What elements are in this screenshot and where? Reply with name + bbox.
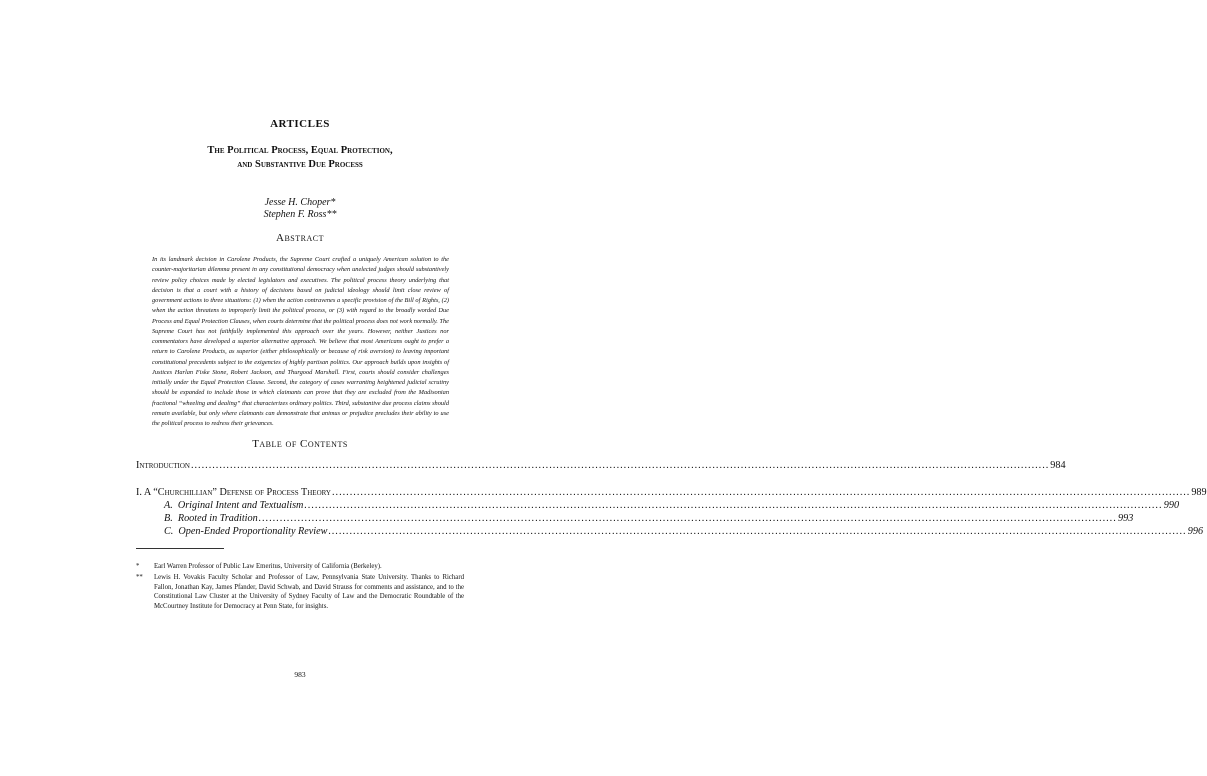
toc-heading: Table of Contents — [252, 438, 348, 450]
footnote-2-mark: ** — [136, 574, 143, 581]
footnote-1 — [136, 562, 464, 572]
title-line-2: and Substantive Due Process — [237, 159, 363, 170]
toc-dot-leader: .................................................................................................................................................................................................................................................. — [304, 500, 1163, 511]
toc-dot-leader: .................................................................................................................................................................................................................................................. — [328, 526, 1187, 537]
title-line-1: The Political Process, Equal Protection, — [207, 145, 393, 156]
author-1-name: Jesse H. Choper — [264, 197, 331, 208]
author-1-mark: * — [330, 197, 336, 208]
toc-entry-page: 990 — [1163, 500, 1180, 511]
author-2-name: Stephen F. Ross — [263, 209, 327, 220]
footnote-2-text: Lewis H. Vovakis Faculty Scholar and Professor of Law, Pennsylvania State University. Thanks to Richard Fallon, Jonathan Kay, James Pfander, David Schwab, and David Strauss for comments and assistance, and to the Constitutional Law Cluster at the University of Sydney Faculty of Law and the Democratic Roundtable of the McCourtney Institute for Democracy at Penn State, for insights. — [154, 574, 464, 610]
toc-entry-page: 984 — [1050, 460, 1066, 471]
article-title — [130, 144, 470, 172]
toc-entry-introduction[interactable] — [136, 460, 1066, 471]
author-list — [0, 197, 600, 221]
abstract-body: In its landmark decision in Carolene Products, the Supreme Court crafted a uniquely American solution to the counter-majoritarian dilemma present in any constitutional democracy when unelected judges should substantively review policy choices made by elected legislators and executives. The political process theory underlying that decision is that a court with a history of decisions based on judicial ideology should limit close review of government actions to three situations: (1) when the action contravenes a specific provision of the Bill of Rights, (2) when the action threatens to improperly limit the political process, or (3) with regard to the broadly worded Due Process and Equal Protection Clauses, when courts determine that the political process does not work normally. The Supreme Court has not faithfully implemented this approach over the years. However, neither Justices nor commentators have developed a superior alternative approach. We believe that most Americans ought to prefer a return to Carolene Products, as superior (either philosophically or because of risk aversion) to leaving important constitutional precedents subject to the exigencies of highly partisan politics. Our approach builds upon insights of Justices Harlan Fiske Stone, Robert Jackson, and Thurgood Marshall. First, courts should consider challenges initially under the Equal Protection Clause. Second, the category of cases warranting heightened judicial scrutiny should be expanded to include those in which claimants can prove that they are excluded from the Madisonian fractional “wheeling and dealing” that characterizes ordinary politics. Third, substantive due process claims should remain available, but only where claimants can demonstrate that animus or prejudice precludes their ability to use the political process to redress their grievances. — [152, 256, 449, 427]
toc-dot-leader: .................................................................................................................................................................................................................................................. — [258, 513, 1118, 524]
toc-entry-page: 996 — [1187, 526, 1204, 537]
footnote-1-mark: * — [136, 563, 140, 570]
abstract-heading: Abstract — [276, 232, 324, 244]
footnote-2 — [136, 573, 464, 611]
author-2 — [0, 209, 600, 221]
toc-entry-subsection-a[interactable] — [164, 500, 1180, 511]
toc-entry-page: 993 — [1118, 513, 1134, 524]
toc-dot-leader: .................................................................................................................................................................................................................................................. — [331, 487, 1191, 498]
footnote-1-text: Earl Warren Professor of Public Law Emeritus, University of California (Berkeley). — [154, 563, 382, 570]
author-2-mark: ** — [326, 209, 337, 220]
page-number: 983 — [294, 670, 306, 679]
toc-entry-label: I. A “Churchillian” Defense of Process Theory — [136, 487, 331, 498]
toc-entry-subsection-b[interactable] — [164, 513, 1134, 524]
toc-entry-label: Introduction — [136, 460, 190, 471]
toc-entry-label: C. Open-Ended Proportionality Review — [164, 526, 328, 537]
toc-entry-label: A. Original Intent and Textualism — [164, 500, 304, 511]
toc-entry-subsection-c[interactable] — [164, 526, 1204, 537]
toc-entry-part-one[interactable] — [136, 487, 1207, 498]
toc-dot-leader: .................................................................................................................................................................................................................................................. — [190, 460, 1050, 471]
author-1 — [0, 197, 600, 209]
toc-entry-page: 989 — [1191, 487, 1207, 498]
footnote-divider — [136, 548, 224, 549]
toc-entry-label: B. Rooted in Tradition — [164, 513, 258, 524]
section-label: ARTICLES — [270, 118, 330, 130]
